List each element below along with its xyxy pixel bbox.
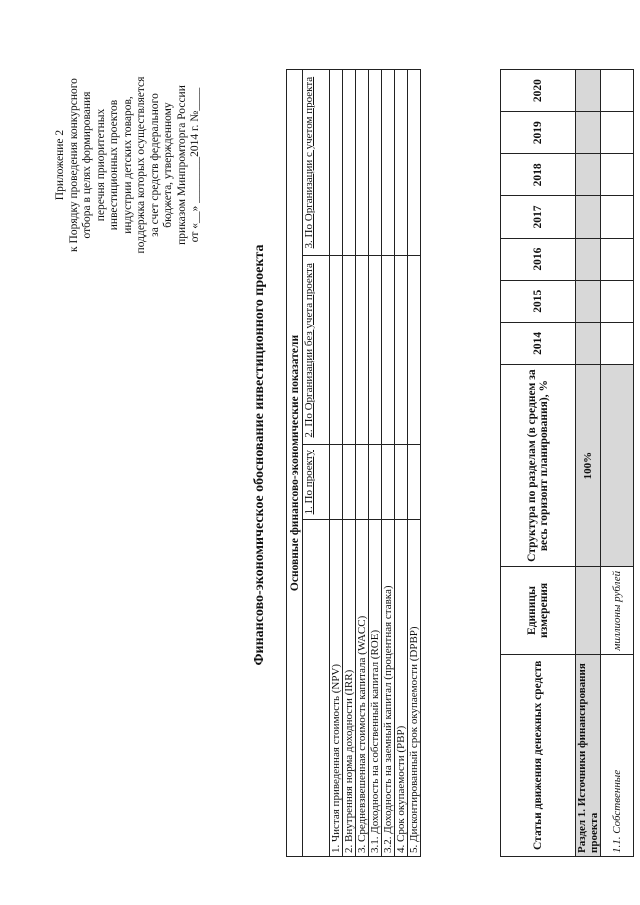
table-row <box>330 70 343 857</box>
kpi-column-header: 2. По Организации без учета проекта <box>303 256 330 445</box>
kpi-row-label: 1. Чистая приведенная стоимость (NPV) <box>330 520 343 857</box>
cashflow-row-unit: миллионы рублей <box>601 567 634 654</box>
header-line: индустрии детских товаров, <box>121 96 134 234</box>
kpi-table-caption: Основные финансово-экономические показатели <box>287 70 303 857</box>
header-line: за счет средств федерального <box>148 93 161 237</box>
appendix-header <box>54 25 203 305</box>
cashflow-table <box>500 69 634 857</box>
kpi-column-header: 1. По проекту <box>303 445 330 520</box>
year-header: 2017 <box>501 196 576 238</box>
kpi-row-label: 3.1. Доходность на собственный капитал (ROE) <box>369 520 382 857</box>
table-row <box>356 70 369 857</box>
header-line: приказом Минпромторга России <box>175 85 188 245</box>
year-header: 2018 <box>501 154 576 196</box>
table-row <box>343 70 356 857</box>
table-row <box>576 70 601 857</box>
kpi-row-label: 3. Средневзвешенная стоимость капитала (WACC) <box>356 520 369 857</box>
section-structure-value: 100% <box>576 364 601 566</box>
cashflow-header-structure: Структура по разделам (в среднем за весь горизонт планирования), % <box>501 364 576 566</box>
kpi-row-label: 5. Дисконтированный срок окупаемости (DPBP) <box>408 520 421 857</box>
header-line: Приложение 2 <box>54 129 66 201</box>
document-title: Финансово-экономическое обоснование инвестиционного проекта <box>252 244 267 666</box>
cashflow-header-unit: Единицы измерения <box>501 567 576 654</box>
header-line: поддержка которых осуществляется <box>135 76 147 254</box>
section-label: Раздел 1. Источники финансирования проекта <box>576 654 601 856</box>
cashflow-row-label: 1.1. Собственные <box>601 654 634 856</box>
year-header: 2020 <box>501 70 576 112</box>
header-line: к Порядку проведения конкурсного <box>67 78 80 252</box>
table-row <box>395 70 408 857</box>
table-row <box>408 70 421 857</box>
header-line: бюджета, утвержденному <box>162 102 174 228</box>
kpi-row-label: 3.2. Доходность на заемный капитал (процентная ставка) <box>382 520 395 857</box>
year-header: 2015 <box>501 280 576 322</box>
header-line: от «__» ________2014 г. №____ <box>189 87 201 243</box>
table-row <box>382 70 395 857</box>
table-row <box>369 70 382 857</box>
kpi-header-empty <box>303 520 330 857</box>
year-header: 2016 <box>501 238 576 280</box>
kpi-row-label: 2. Внутренняя норма доходности (IRR) <box>343 520 356 857</box>
year-header: 2019 <box>501 112 576 154</box>
header-line: перечня приоритетных <box>94 108 107 222</box>
kpi-row-label: 4. Срок окупаемости (PBP) <box>395 520 408 857</box>
kpi-column-header: 3. По Организации с учетом проекта <box>303 70 330 256</box>
kpi-table <box>286 69 421 857</box>
year-header: 2014 <box>501 322 576 364</box>
cashflow-header-item: Статьи движения денежных средств <box>501 654 576 856</box>
header-line: отбора в целях формирования <box>81 91 93 239</box>
table-row <box>601 70 634 857</box>
header-line: инвестиционных проектов <box>108 99 120 231</box>
